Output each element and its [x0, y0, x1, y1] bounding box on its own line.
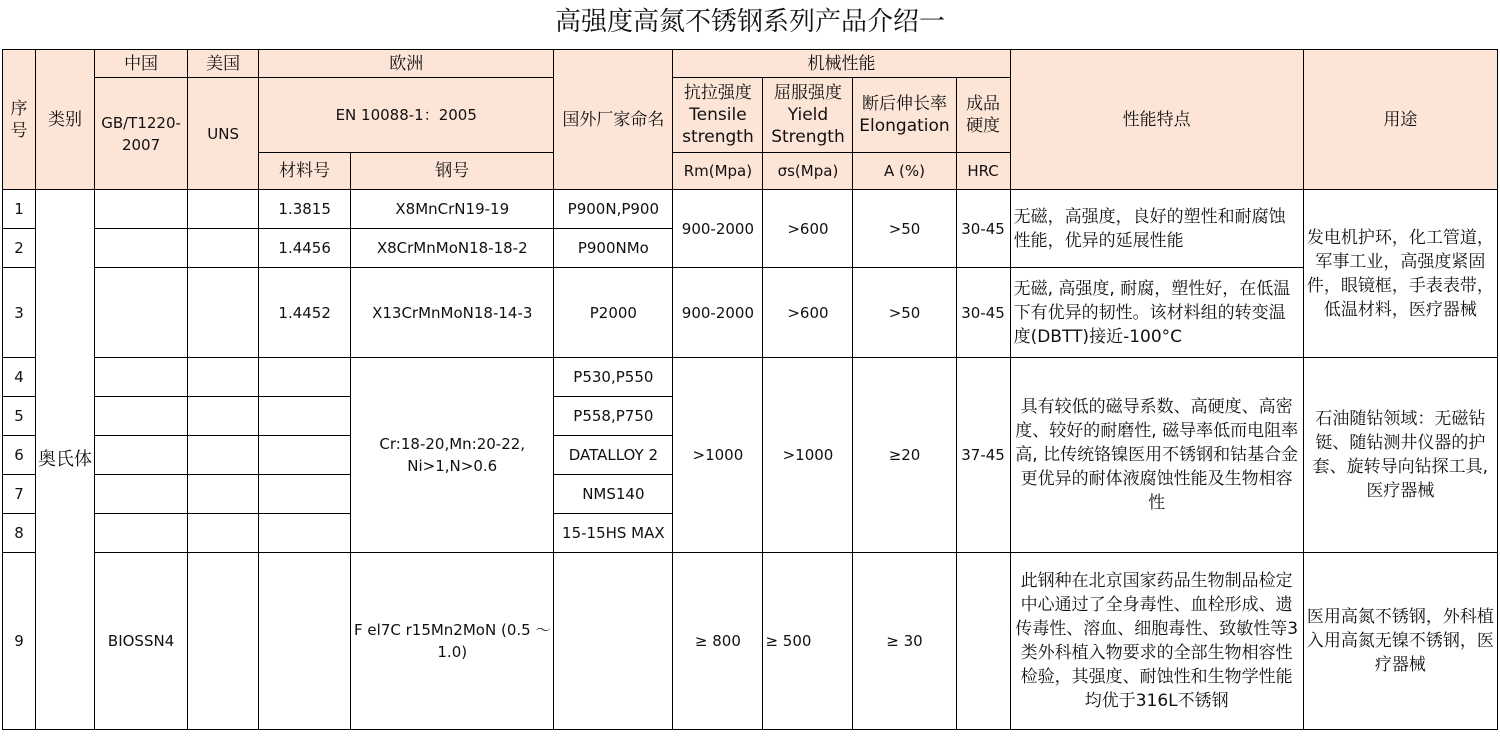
header-seq: 序号: [3, 50, 36, 190]
cell-features: 无磁，高强度，良好的塑性和耐腐蚀性能，优异的延展性能: [1010, 190, 1303, 268]
cell-seq: 4: [3, 358, 36, 397]
cell-hrc: 30-45: [956, 268, 1010, 358]
cell-gb: [95, 358, 188, 397]
cell-uns: [188, 397, 259, 436]
cell-gb: [95, 436, 188, 475]
product-table: [2, 49, 1498, 730]
table-row: [3, 358, 1498, 397]
cell-uns: [188, 268, 259, 358]
cell-category: 奥氏体: [36, 190, 95, 730]
cell-usage: 发电机护环，化工管道，军事工业，高强度紧固件，眼镜框，手表表带，低温材料，医疗器械: [1303, 190, 1497, 358]
cell-hrc: 37-45: [956, 358, 1010, 553]
cell-material-no: [259, 553, 351, 730]
cell-uns: [188, 229, 259, 268]
cell-seq: 9: [3, 553, 36, 730]
cell-sigma: ≥ 500: [763, 553, 853, 730]
cell-seq: 3: [3, 268, 36, 358]
cell-material-no: 1.4456: [259, 229, 351, 268]
cell-gb: BIOSSN4: [95, 553, 188, 730]
header-foreign-name: 国外厂家命名: [554, 50, 673, 190]
cell-a: >50: [853, 190, 956, 268]
cell-uns: [188, 475, 259, 514]
cell-steel-no: X13CrMnMoN18-14-3: [351, 268, 554, 358]
cell-usage: 医用高氮不锈钢，外科植入用高氮无镍不锈钢，医疗器械: [1303, 553, 1497, 730]
cell-sigma: >1000: [763, 358, 853, 553]
cell-usage: 石油随钻领域：无磁钻铤、随钻测井仪器的护套、旋转导向钻探工具, 医疗器械: [1303, 358, 1497, 553]
cell-features: 此钢种在北京国家药品生物制品检定中心通过了全身毒性、血栓形成、遗传毒性、溶血、细胞毒性、致敏性等3类外科植入物要求的全部生物相容性检验，其强度、耐蚀性和生物学性能均优于316L不锈钢: [1010, 553, 1303, 730]
header-rm: Rm(Mpa): [673, 153, 763, 190]
header-hardness: 成品硬度: [956, 78, 1010, 153]
cell-foreign-name: P558,P750: [554, 397, 673, 436]
cell-steel-no: F el7C r15Mn2MoN (0.5 ～1.0): [351, 553, 554, 730]
cell-material-no: [259, 514, 351, 553]
page-title: 高强度高氮不锈钢系列产品介绍一: [554, 7, 945, 37]
cell-hrc: [956, 553, 1010, 730]
cell-steel-no: X8CrMnMoN18-18-2: [351, 229, 554, 268]
cell-a: ≥20: [853, 358, 956, 553]
cell-sigma: >600: [763, 268, 853, 358]
header-yield: 屈服强度 Yield Strength: [763, 78, 853, 153]
cell-foreign-name: [554, 553, 673, 730]
cell-steel-no: Cr:18-20,Mn:20-22, Ni>1,N>0.6: [351, 358, 554, 553]
cell-gb: [95, 397, 188, 436]
cell-material-no: [259, 475, 351, 514]
cell-foreign-name: P900N,P900: [554, 190, 673, 229]
header-features: 性能特点: [1010, 50, 1303, 190]
cell-seq: 5: [3, 397, 36, 436]
cell-gb: [95, 190, 188, 229]
table-row: [3, 190, 1498, 229]
header-mechanical: 机械性能: [673, 50, 1010, 78]
header-gb: GB/T1220-2007: [95, 78, 188, 190]
header-steel-no: 钢号: [351, 153, 554, 190]
cell-foreign-name: P530,P550: [554, 358, 673, 397]
cell-uns: [188, 190, 259, 229]
cell-material-no: 1.4452: [259, 268, 351, 358]
header-en: EN 10088-1：2005: [259, 78, 554, 153]
cell-rm: 900-2000: [673, 268, 763, 358]
cell-foreign-name: P900NMo: [554, 229, 673, 268]
cell-steel-no: X8MnCrN19-19: [351, 190, 554, 229]
cell-features: 无磁, 高强度, 耐腐，塑性好，在低温下有优异的韧性。该材料组的转变温度(DBTT)接近-100°C: [1010, 268, 1303, 358]
header-europe: 欧洲: [259, 50, 554, 78]
cell-hrc: 30-45: [956, 190, 1010, 268]
header-material-no: 材料号: [259, 153, 351, 190]
header-sigma: σs(Mpa): [763, 153, 853, 190]
header-uns: UNS: [188, 78, 259, 190]
header-tensile: 抗拉强度 Tensile strength: [673, 78, 763, 153]
cell-uns: [188, 436, 259, 475]
header-category: 类别: [36, 50, 95, 190]
cell-foreign-name: DATALLOY 2: [554, 436, 673, 475]
cell-a: ≥ 30: [853, 553, 956, 730]
cell-foreign-name: NMS140: [554, 475, 673, 514]
header-usage: 用途: [1303, 50, 1497, 190]
cell-uns: [188, 553, 259, 730]
header-elongation: 断后伸长率 Elongation: [853, 78, 956, 153]
cell-gb: [95, 268, 188, 358]
table-row: [3, 553, 1498, 730]
cell-rm: 900-2000: [673, 190, 763, 268]
cell-sigma: >600: [763, 190, 853, 268]
header-usa: 美国: [188, 50, 259, 78]
cell-rm: ≥ 800: [673, 553, 763, 730]
cell-seq: 2: [3, 229, 36, 268]
cell-foreign-name: 15-15HS MAX: [554, 514, 673, 553]
cell-seq: 6: [3, 436, 36, 475]
cell-material-no: 1.3815: [259, 190, 351, 229]
cell-uns: [188, 358, 259, 397]
cell-gb: [95, 475, 188, 514]
cell-features: 具有较低的磁导系数、高硬度、高密度、较好的耐磨性, 磁导率低而电阻率高, 比传统铬镍医用不锈钢和钴基合金更优异的耐体液腐蚀性能及生物相容性: [1010, 358, 1303, 553]
cell-rm: >1000: [673, 358, 763, 553]
cell-seq: 7: [3, 475, 36, 514]
cell-foreign-name: P2000: [554, 268, 673, 358]
cell-material-no: [259, 358, 351, 397]
cell-a: >50: [853, 268, 956, 358]
header-china: 中国: [95, 50, 188, 78]
header-hrc: HRC: [956, 153, 1010, 190]
cell-material-no: [259, 436, 351, 475]
cell-material-no: [259, 397, 351, 436]
cell-gb: [95, 514, 188, 553]
cell-gb: [95, 229, 188, 268]
cell-seq: 8: [3, 514, 36, 553]
table-row: [3, 268, 1498, 358]
cell-seq: 1: [3, 190, 36, 229]
cell-uns: [188, 514, 259, 553]
header-a: A (%): [853, 153, 956, 190]
